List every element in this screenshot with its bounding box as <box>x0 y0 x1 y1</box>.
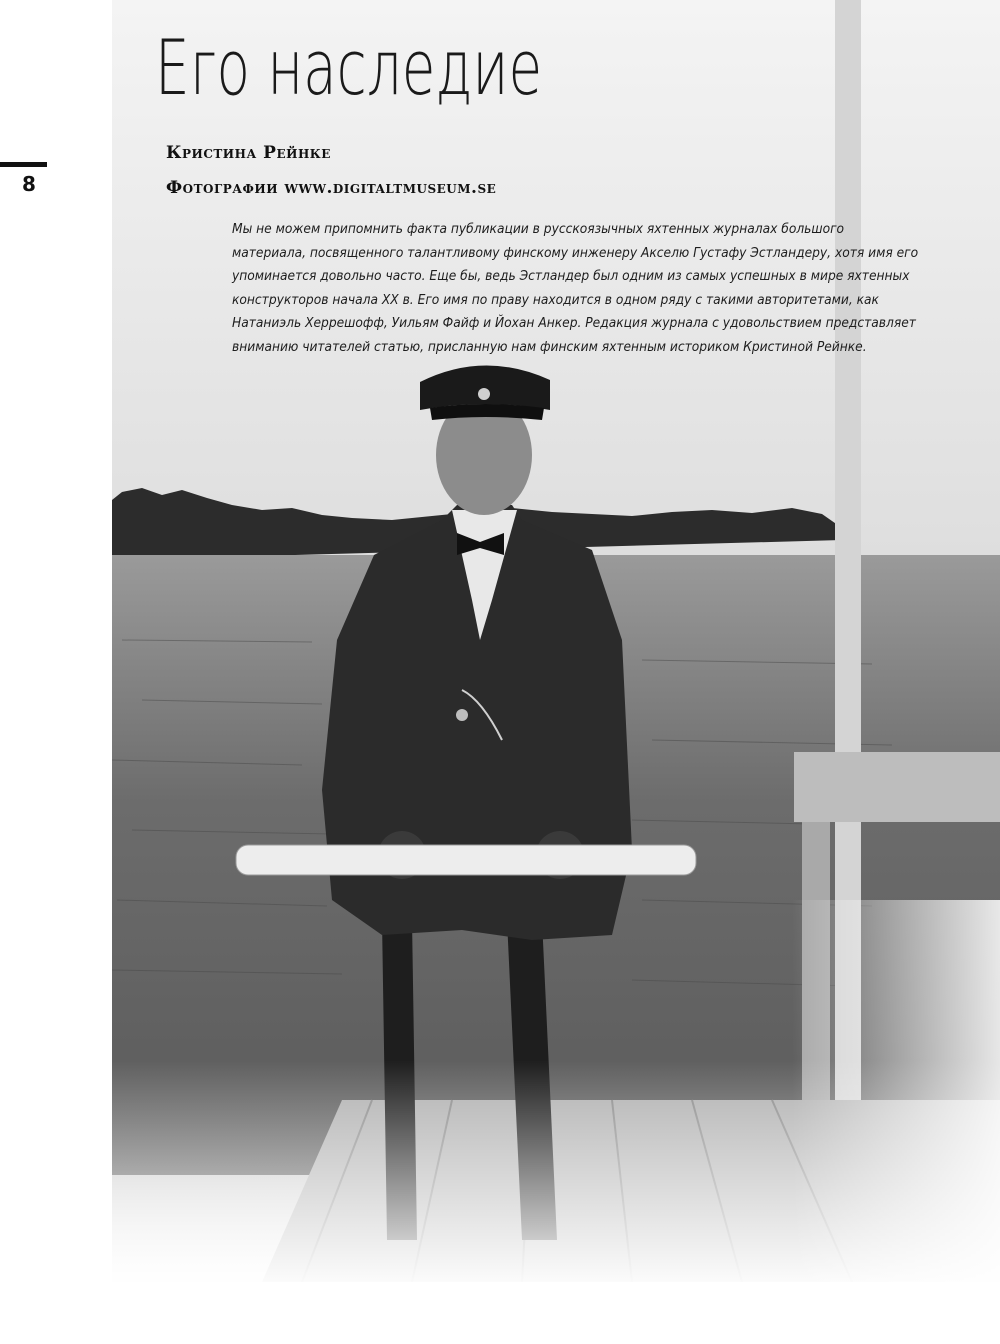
lead-paragraph: Мы не можем припомнить факта публикации в русскоязычных яхтенных журналах большого материала, посвященного талантливому финскому инженеру Акселю Густафу Эстландеру, хотя имя его упоминается довольно часто. Еще бы, ведь Эстландер был одним из самых успешных в мире яхтенных конструкторов начала XX в. Его имя по праву находится в одном ряду с такими авторитетами, как Натаниэль Херрешофф, Уильям Файф и Йохан Анкер. Редакция журнала с удовольствием представляет вниманию читателей статью, присланную нам финским яхтенным историком Кристиной Рейнке. <box>232 222 919 355</box>
author-byline: Кристина Рейнке <box>166 143 331 163</box>
photo-credit: Фотографии www.digitaltmuseum.se <box>166 178 497 198</box>
page-number-rule <box>0 162 47 167</box>
rolled-plans <box>236 845 696 875</box>
page-number: 8 <box>22 172 36 196</box>
page-title: Его наследие <box>155 23 543 112</box>
cap-badge <box>478 388 490 400</box>
pier-railing <box>794 752 1000 822</box>
